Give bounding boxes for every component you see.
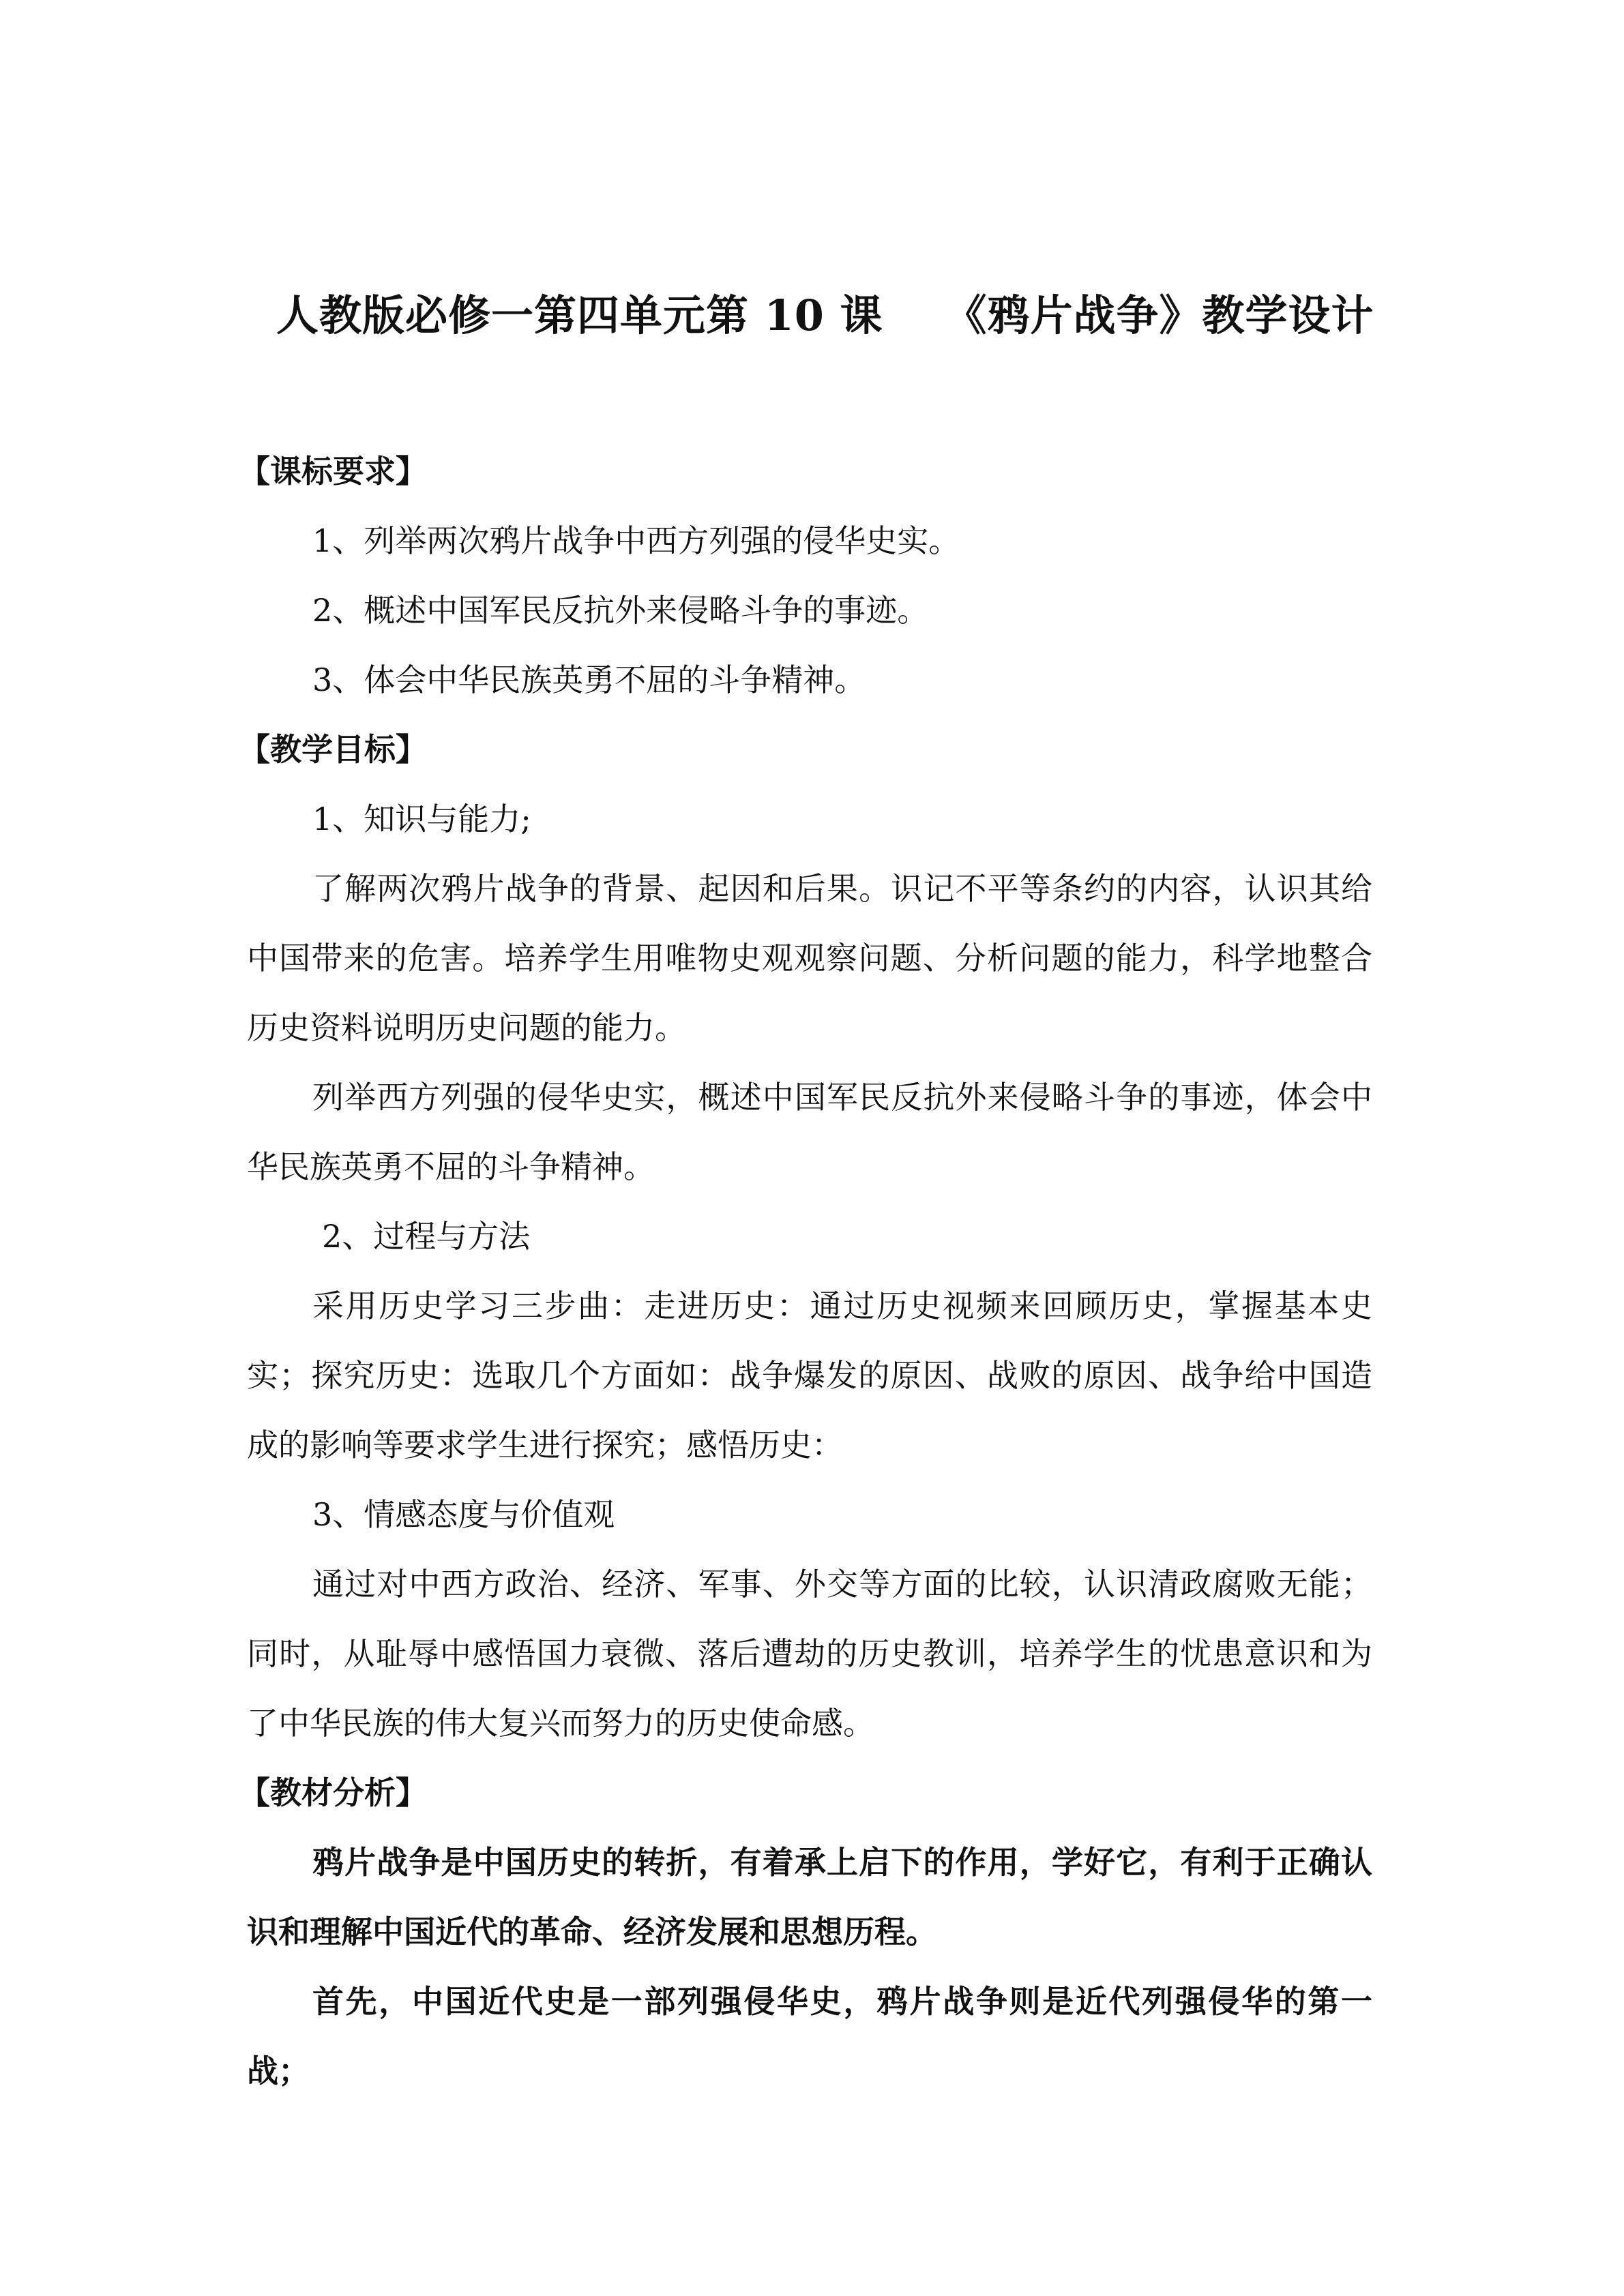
objective-sub1-paragraph-2: 列举西方列强的侵华史实，概述中国军民反抗外来侵略斗争的事迹，体会中华民族英勇不屈的斗争精神。 — [247, 1079, 1372, 1185]
objective-sub3-label: 3、情感态度与价值观 — [312, 1496, 615, 1533]
title-lesson: 人教版必修一第四单元第 10 课 — [276, 290, 883, 340]
curriculum-item-2: 2、概述中国军民反抗外来侵略斗争的事迹。 — [312, 592, 929, 629]
title-topic: 《鸦片战争》教学设计 — [944, 290, 1374, 340]
objective-sub2-paragraph: 采用历史学习三步曲：走进历史：通过历史视频来回顾历史，掌握基本史实；探究历史：选取几个方面如：战争爆发的原因、战败的原因、战争给中国造成的影响等要求学生进行探究；感悟历史： — [247, 1287, 1372, 1463]
curriculum-item-3: 3、体会中华民族英勇不屈的斗争精神。 — [312, 661, 866, 698]
section-heading-analysis: 【教材分析】 — [239, 1774, 427, 1811]
analysis-paragraph-1: 鸦片战争是中国历史的转折，有着承上启下的作用，学好它，有利于正确认识和理解中国近代的革命、经济发展和思想历程。 — [247, 1844, 1372, 1950]
page-title — [276, 285, 1374, 346]
objective-sub1-paragraph-1: 了解两次鸦片战争的背景、起因和后果。识记不平等条约的内容，认识其给中国带来的危害。培养学生用唯物史观观察问题、分析问题的能力，科学地整合历史资料说明历史问题的能力。 — [247, 870, 1372, 1046]
document-body — [239, 436, 1372, 2106]
objective-sub3-paragraph: 通过对中西方政治、经济、军事、外交等方面的比较，认识清政腐败无能；同时，从耻辱中感悟国力衰微、落后遭劫的历史教训，培养学生的忧患意识和为了中华民族的伟大复兴而努力的历史使命感。 — [247, 1566, 1372, 1742]
analysis-paragraph-2: 首先，中国近代史是一部列强侵华史，鸦片战争则是近代列强侵华的第一战； — [247, 1983, 1372, 2089]
objective-sub1-label: 1、知识与能力; — [312, 801, 531, 837]
section-heading-curriculum: 【课标要求】 — [239, 453, 427, 490]
section-heading-objectives: 【教学目标】 — [239, 731, 427, 768]
curriculum-item-1: 1、列举两次鸦片战争中西方列强的侵华史实。 — [312, 522, 960, 559]
objective-sub2-label: 2、过程与方法 — [322, 1218, 531, 1255]
